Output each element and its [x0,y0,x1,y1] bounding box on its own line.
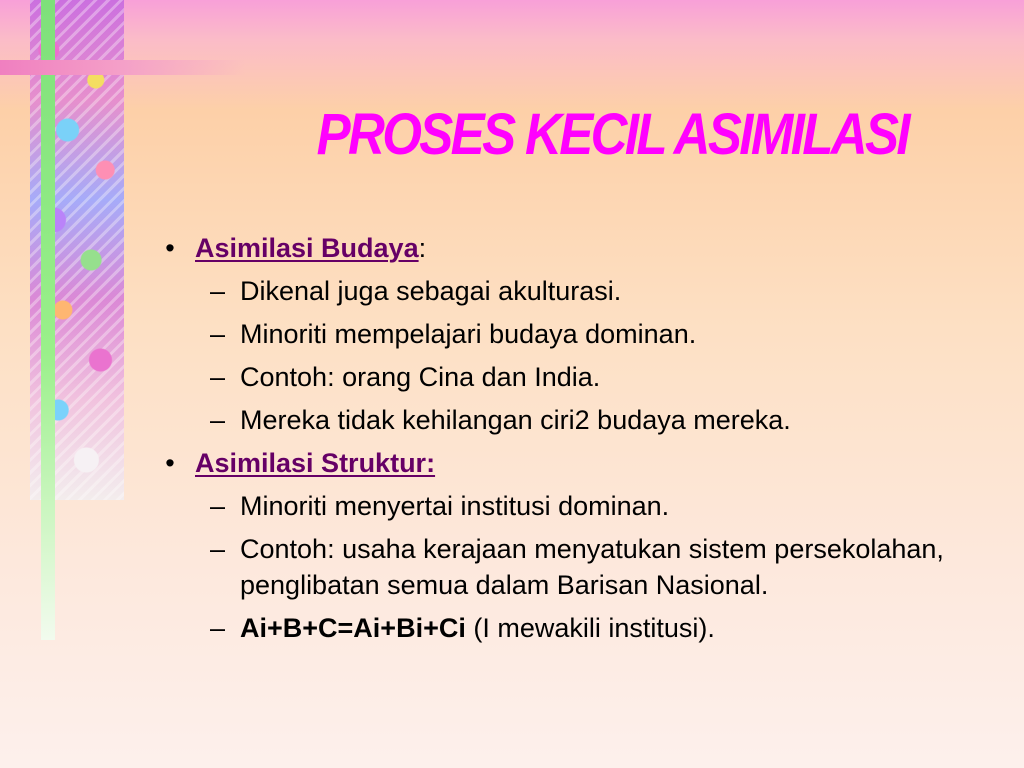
dash-marker: – [210,319,226,349]
dash-marker: – [210,276,226,306]
section-asimilasi-struktur [155,445,995,481]
list-item [210,488,995,524]
dash-marker: – [210,613,226,643]
list-item [210,610,995,646]
list-item-text: Dikenal juga sebagai akulturasi. [240,276,622,306]
sub-list-budaya [210,273,995,438]
sub-list-struktur [210,488,995,646]
section-title: Asimilasi Budaya [195,233,419,263]
dash-marker: – [210,491,226,521]
bullet-marker: • [165,233,175,263]
list-item-text: Minoriti mempelajari budaya dominan. [240,319,697,349]
list-item [210,316,995,352]
dash-marker: – [210,362,226,392]
dash-marker: – [210,534,226,564]
list-item-text [240,613,715,643]
slide-title: PROSES KECIL ASIMILASI [316,102,908,167]
list-item [210,531,995,603]
list-item-text: Contoh: usaha kerajaan menyatukan sistem persekolahan, penglibatan semua dalam Barisan Nasional. [240,534,944,600]
formula-text: Ai+B+C=Ai+Bi+Ci [240,613,466,643]
list-item-text: Contoh: orang Cina dan India. [240,362,601,392]
list-item-text: Mereka tidak kehilangan ciri2 budaya mereka. [240,405,791,435]
horizontal-pink-bar [0,60,245,75]
list-item [210,273,995,309]
dash-marker: – [210,405,226,435]
vertical-green-bar [41,0,55,640]
list-item [210,402,995,438]
list-item [210,359,995,395]
section-title-suffix: : [418,233,427,263]
section-asimilasi-budaya [155,230,995,266]
slide-body [155,223,995,646]
list-item-text: Minoriti menyertai institusi dominan. [240,491,670,521]
section-title: Asimilasi Struktur: [195,448,436,478]
bullet-marker: • [165,448,175,478]
formula-note: (I mewakili institusi). [465,613,715,643]
